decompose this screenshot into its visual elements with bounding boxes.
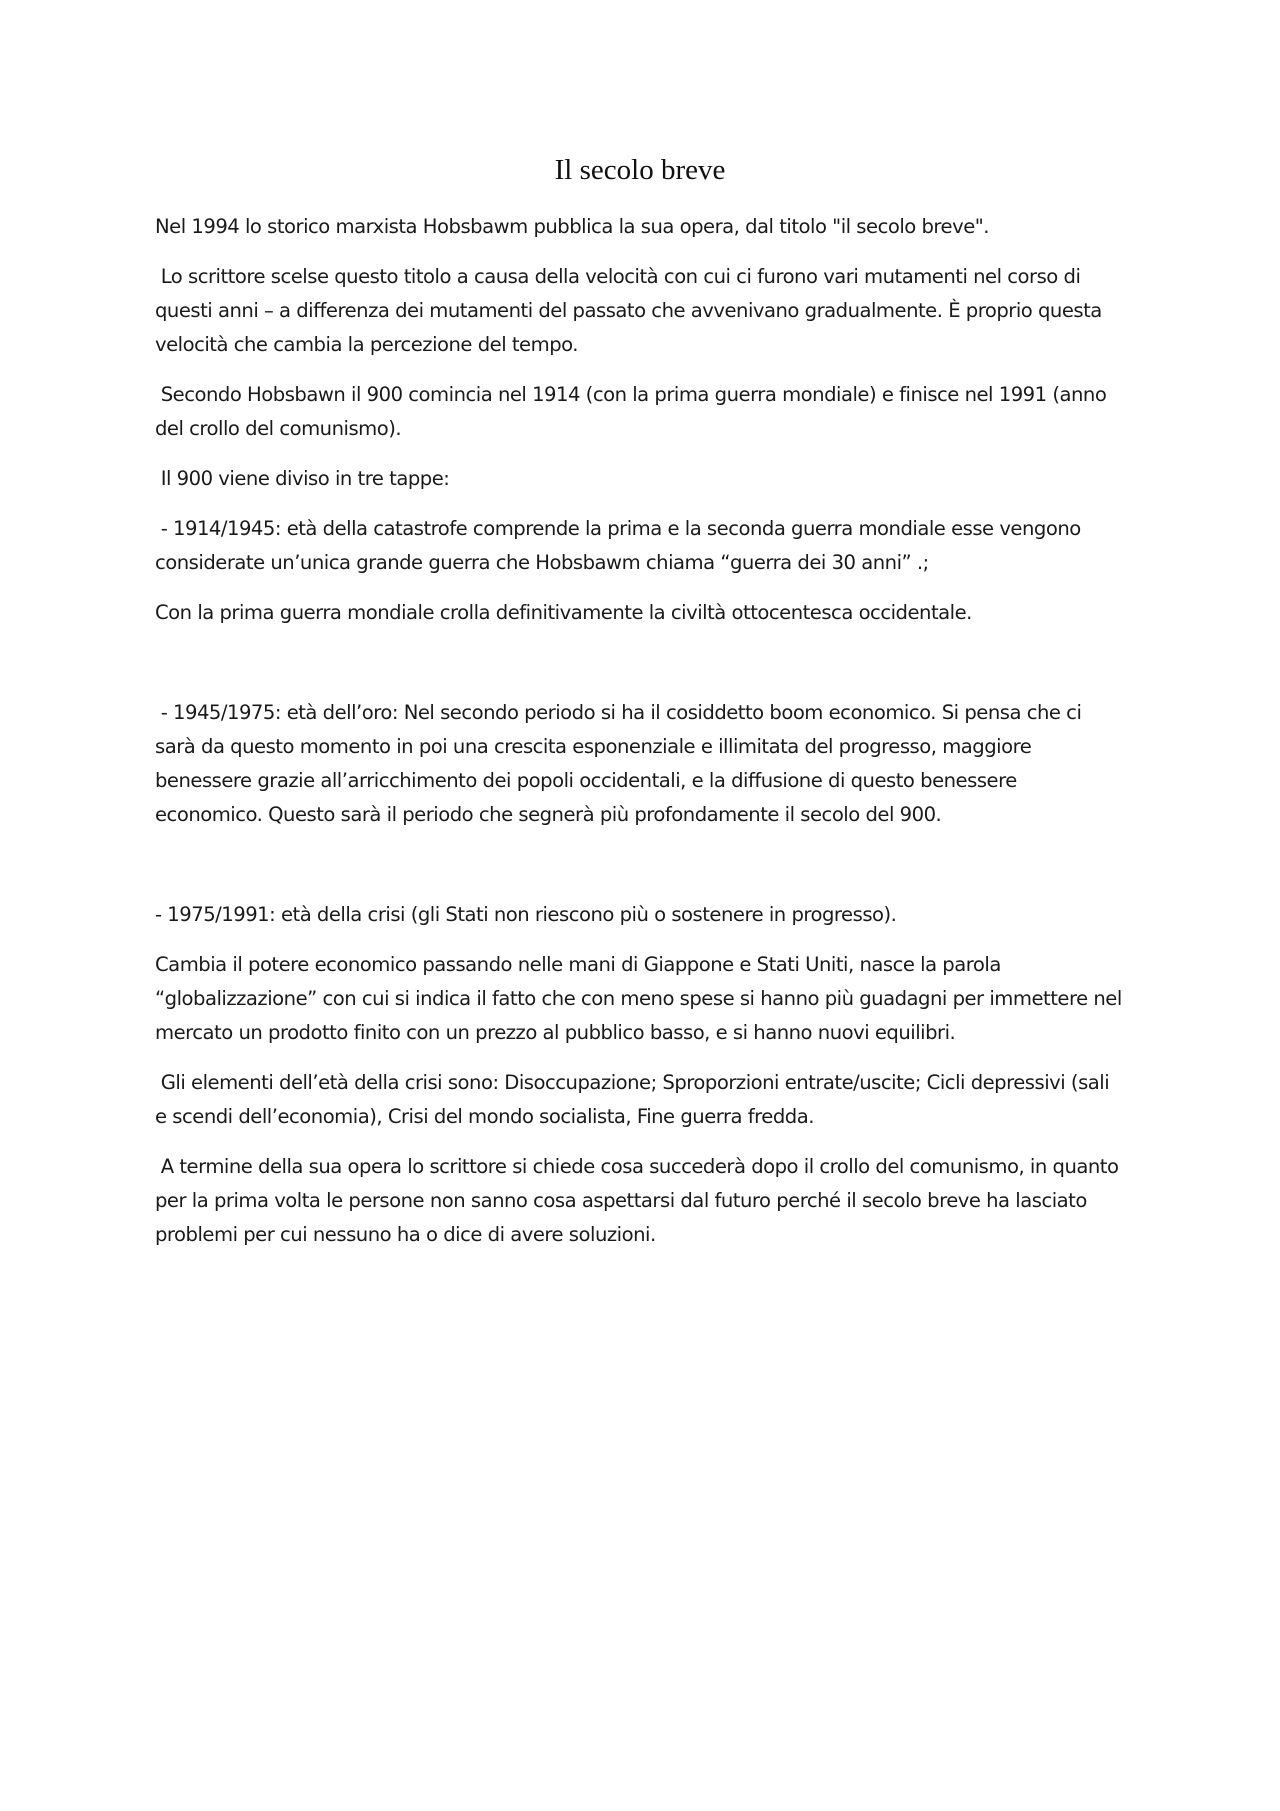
spacer — [155, 362, 1125, 378]
spacer — [155, 496, 1125, 512]
paragraph-stage-crisis: - 1975/1991: età della crisi (gli Stati non riescono più o sostenere in progresso). — [155, 903, 897, 926]
spacer — [155, 1134, 1125, 1150]
paragraph-stage-golden-age: - 1945/1975: età dell’oro: Nel secondo periodo si ha il cosiddetto boom economico. Si pensa che ci sarà da questo momento in poi una crescita esponenziale e illimitata del progresso, maggiore benessere grazie all’arricchimento dei popoli occidentali, e la diffusione di questo benessere economico. Questo sarà il periodo che segnerà più profondamente il secolo del 900. — [155, 701, 1088, 826]
paragraph-conclusion: A termine della sua opera lo scrittore si chiede cosa succederà dopo il crollo del comunismo, in quanto per la prima volta le persone non sanno cosa aspettarsi dal futuro perché il secolo breve ha lasciato problemi per cui nessuno ha o dice di avere soluzioni. — [155, 1155, 1125, 1246]
paragraph-century-span: Secondo Hobsbawn il 900 comincia nel 1914 (con la prima guerra mondiale) e finisce nel 1991 (anno del crollo del comunismo). — [155, 383, 1113, 440]
paragraph-three-stages: Il 900 viene diviso in tre tappe: — [155, 467, 450, 490]
spacer — [155, 1050, 1125, 1066]
spacer — [155, 446, 1125, 462]
spacer — [155, 630, 1125, 696]
spacer — [155, 932, 1125, 948]
paragraph-stage-catastrophe: - 1914/1945: età della catastrofe comprende la prima e la seconda guerra mondiale esse vengono considerate un’unica grande guerra che Hobsbawm chiama “guerra dei 30 anni” .; — [155, 517, 1087, 574]
document-title: Il secolo breve — [554, 154, 726, 186]
paragraph-civilization-collapse: Con la prima guerra mondiale crolla definitivamente la civiltà ottocentesca occidentale. — [155, 601, 972, 624]
paragraph-globalization: Cambia il potere economico passando nelle mani di Giappone e Stati Uniti, nasce la parola “globalizzazione” con cui si indica il fatto che con meno spese si hanno più guadagni per immettere nel mercato un prodotto finito con un prezzo al pubblico basso, e si hanno nuovi equilibri. — [155, 953, 1128, 1044]
spacer — [155, 580, 1125, 596]
paragraph-intro: Nel 1994 lo storico marxista Hobsbawm pubblica la sua opera, dal titolo "il secolo breve". — [155, 215, 990, 238]
paragraph-title-reason: Lo scrittore scelse questo titolo a causa della velocità con cui ci furono vari mutamenti nel corso di questi anni – a differenza dei mutamenti del passato che avvenivano gradualmente. È proprio questa velocità che cambia la percezione del tempo. — [155, 265, 1108, 356]
document-body — [155, 210, 1128, 1252]
paragraph-crisis-elements: Gli elementi dell’età della crisi sono: Disoccupazione; Sproporzioni entrate/uscite; Cicli depressivi (sali e scendi dell’economia), Crisi del mondo socialista, Fine guerra fredda. — [155, 1071, 1115, 1128]
spacer — [155, 244, 1125, 260]
spacer — [155, 832, 1125, 898]
